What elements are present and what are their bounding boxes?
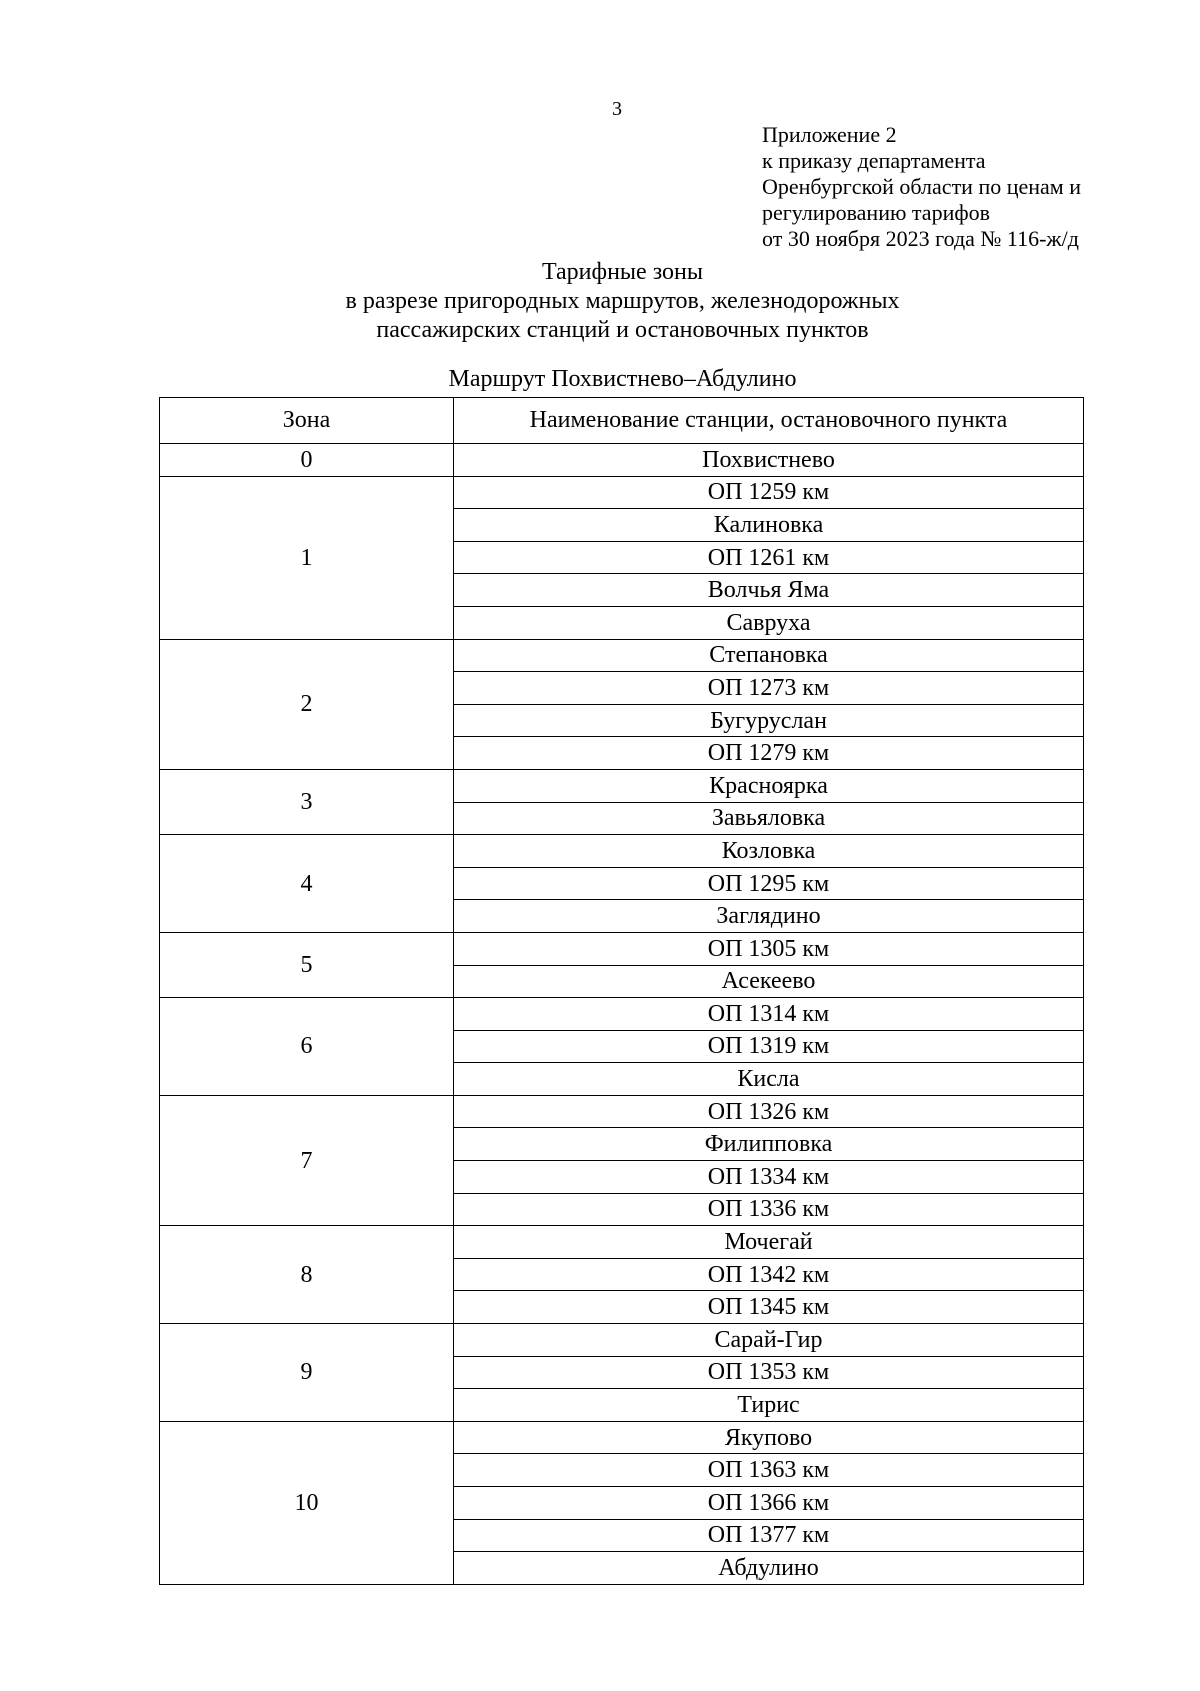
station-cell: Мочегай: [454, 1226, 1084, 1259]
station-cell: ОП 1273 км: [454, 672, 1084, 705]
route-title: Маршрут Похвистнево–Абдулино: [448, 366, 797, 392]
station-cell: Савруха: [454, 606, 1084, 639]
table-row: [160, 444, 1084, 477]
station-cell: Завьяловка: [454, 802, 1084, 835]
station-cell: ОП 1345 км: [454, 1291, 1084, 1324]
station-cell: Похвистнево: [454, 444, 1084, 477]
appendix-header: [762, 122, 1081, 252]
station-cell: Кисла: [454, 1063, 1084, 1096]
station-cell: Калиновка: [454, 509, 1084, 542]
zone-cell: 8: [160, 1226, 454, 1324]
station-cell: ОП 1295 км: [454, 867, 1084, 900]
table-header-row: [160, 398, 1084, 444]
station-cell: ОП 1319 км: [454, 1030, 1084, 1063]
appendix-line: к приказу департамента: [762, 148, 986, 173]
table-row: [160, 932, 1084, 965]
table-row: [160, 769, 1084, 802]
station-cell: Абдулино: [454, 1552, 1084, 1585]
zone-cell: 9: [160, 1324, 454, 1422]
station-cell: ОП 1259 км: [454, 476, 1084, 509]
zone-cell: 3: [160, 769, 454, 834]
station-cell: ОП 1326 км: [454, 1095, 1084, 1128]
station-cell: ОП 1366 км: [454, 1487, 1084, 1520]
station-cell: ОП 1305 км: [454, 932, 1084, 965]
station-cell: ОП 1353 км: [454, 1356, 1084, 1389]
station-cell: ОП 1279 км: [454, 737, 1084, 770]
station-cell: Красноярка: [454, 769, 1084, 802]
station-cell: ОП 1334 км: [454, 1161, 1084, 1194]
station-cell: ОП 1363 км: [454, 1454, 1084, 1487]
zone-cell: 5: [160, 932, 454, 997]
table-row: [160, 1421, 1084, 1454]
table-row: [160, 1324, 1084, 1357]
title-line: Тарифные зоны: [541, 259, 704, 285]
zone-cell: 0: [160, 444, 454, 477]
zone-cell: 7: [160, 1095, 454, 1225]
zone-cell: 1: [160, 476, 454, 639]
station-cell: Сарай-Гир: [454, 1324, 1084, 1357]
station-cell: Якупово: [454, 1421, 1084, 1454]
station-cell: ОП 1336 км: [454, 1193, 1084, 1226]
station-cell: Асекеево: [454, 965, 1084, 998]
station-cell: Козловка: [454, 835, 1084, 868]
zone-cell: 2: [160, 639, 454, 769]
table-row: [160, 1226, 1084, 1259]
header-zone: Зона: [160, 398, 454, 444]
station-cell: Тирис: [454, 1389, 1084, 1422]
table-row: [160, 835, 1084, 868]
header-station: Наименование станции, остановочного пункта: [454, 398, 1084, 444]
appendix-line: регулированию тарифов: [762, 200, 990, 225]
station-cell: Бугуруслан: [454, 704, 1084, 737]
station-cell: Филипповка: [454, 1128, 1084, 1161]
station-cell: ОП 1342 км: [454, 1258, 1084, 1291]
appendix-line: от 30 ноября 2023 года № 116-ж/д: [762, 226, 1079, 251]
station-cell: Степановка: [454, 639, 1084, 672]
tariff-zones-table: [159, 397, 1084, 1585]
title-line: в разрезе пригородных маршрутов, железнодорожных: [345, 288, 900, 314]
table-body: [160, 444, 1084, 1585]
appendix-line: Приложение 2: [762, 122, 897, 147]
table-row: [160, 998, 1084, 1031]
table-row: [160, 1095, 1084, 1128]
station-cell: ОП 1377 км: [454, 1519, 1084, 1552]
station-cell: Волчья Яма: [454, 574, 1084, 607]
document-title: [0, 258, 1200, 345]
title-line: пассажирских станций и остановочных пунктов: [376, 317, 869, 343]
zone-cell: 10: [160, 1421, 454, 1584]
table-row: [160, 639, 1084, 672]
station-cell: Заглядино: [454, 900, 1084, 933]
station-cell: ОП 1314 км: [454, 998, 1084, 1031]
station-cell: ОП 1261 км: [454, 541, 1084, 574]
zone-cell: 6: [160, 998, 454, 1096]
table-row: [160, 476, 1084, 509]
page-number: 3: [612, 98, 622, 120]
appendix-line: Оренбургской области по ценам и: [762, 174, 1081, 199]
zone-cell: 4: [160, 835, 454, 933]
